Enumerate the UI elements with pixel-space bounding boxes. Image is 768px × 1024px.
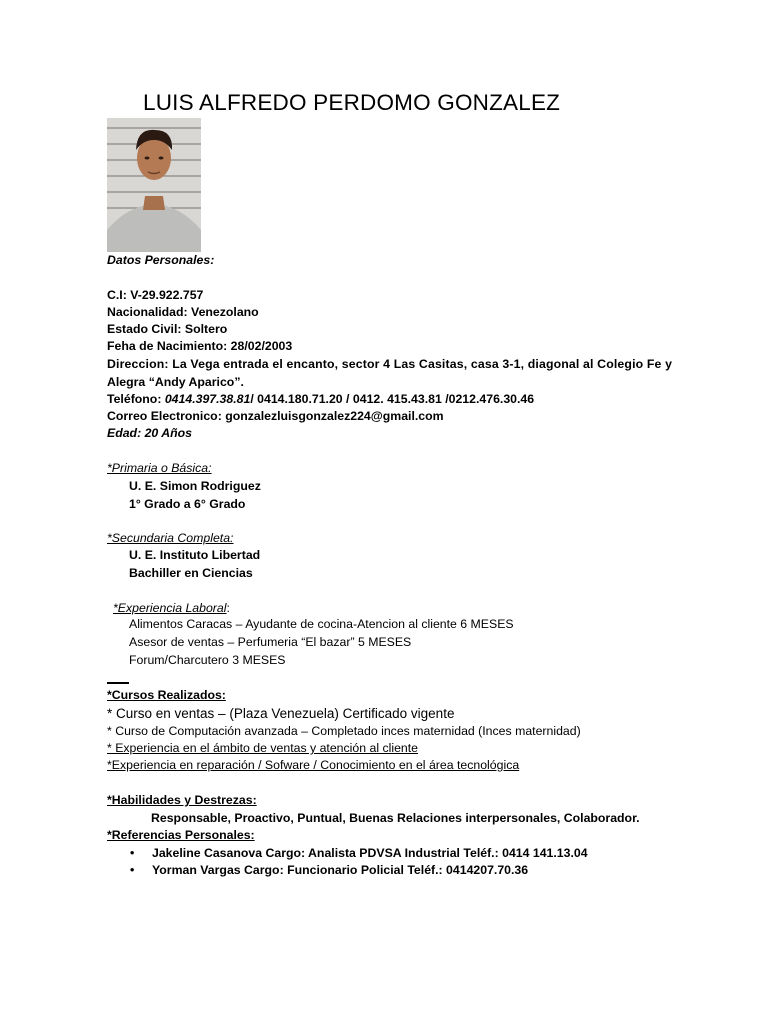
- secundaria-heading: *Secundaria Completa:: [107, 531, 234, 545]
- experiencia-item: Alimentos Caracas – Ayudante de cocina-Atencion al cliente 6 MESES: [129, 617, 514, 631]
- telefono-label: Teléfono:: [107, 392, 165, 406]
- estado-civil-line: Estado Civil: Soltero: [107, 322, 228, 336]
- primaria-grades: 1° Grado a 6° Grado: [129, 497, 246, 511]
- referencia-item: [130, 845, 588, 862]
- experiencia-heading: *Experiencia Laboral: [113, 601, 227, 615]
- direccion-line-2: Alegra “Andy Aparico”.: [107, 375, 244, 389]
- fecha-nacimiento-line: Feha de Nacimiento: 28/02/2003: [107, 339, 293, 353]
- referencias-heading: *Referencias Personales:: [107, 828, 255, 842]
- ci-line: [107, 287, 203, 304]
- curso-item: * Curso en ventas – (Plaza Venezuela) Certificado vigente: [107, 706, 455, 721]
- ci-label: C.I:: [107, 288, 131, 302]
- curso-item: * Experiencia en el ámbito de ventas y atención al cliente: [107, 741, 419, 755]
- curso-item: * Curso de Computación avanzada – Completado inces maternidad (Inces maternidad): [107, 724, 581, 738]
- referencia-text: Yorman Vargas Cargo: Funcionario Policial Teléf.: 0414207.70.36: [152, 863, 529, 877]
- ci-value: V-29.922.757: [130, 288, 204, 302]
- datos-personales-heading: Datos Personales:: [107, 253, 215, 267]
- direccion-line-1: Direccion: La Vega entrada el encanto, sector 4 Las Casitas, casa 3-1, diagonal al Colegio Fe y: [107, 357, 673, 371]
- experiencia-colon: :: [226, 601, 230, 615]
- resume-name: LUIS ALFREDO PERDOMO GONZALEZ: [143, 90, 561, 115]
- primaria-school: U. E. Simon Rodriguez: [129, 479, 261, 493]
- telefono-line: [107, 391, 534, 408]
- nacionalidad-line: Nacionalidad: Venezolano: [107, 305, 259, 319]
- habilidades-text: Responsable, Proactivo, Puntual, Buenas Relaciones interpersonales, Colaborador.: [151, 811, 640, 825]
- habilidades-heading: *Habilidades y Destrezas:: [107, 793, 257, 807]
- correo-line: Correo Electronico: gonzalezluisgonzalez224@gmail.com: [107, 409, 444, 423]
- section-divider: [107, 682, 129, 684]
- bullet-icon: •: [130, 863, 135, 877]
- edad-line: Edad: 20 Años: [107, 426, 192, 440]
- referencia-item: [130, 862, 528, 879]
- experiencia-item: Forum/Charcutero 3 MESES: [129, 653, 286, 667]
- bullet-icon: •: [130, 846, 135, 860]
- primaria-heading: *Primaria o Básica:: [107, 461, 212, 475]
- secundaria-degree: Bachiller en Ciencias: [129, 566, 253, 580]
- portrait-photo-image: [107, 118, 201, 252]
- telefono-primary: 0414.397.38.81: [164, 392, 251, 406]
- experiencia-item: Asesor de ventas – Perfumeria “El bazar” 5 MESES: [129, 635, 412, 649]
- secundaria-school: U. E. Instituto Libertad: [129, 548, 261, 562]
- telefono-others: / 0414.180.71.20 / 0412. 415.43.81 /0212.476.30.46: [250, 392, 535, 406]
- portrait-photo: [107, 118, 201, 252]
- curso-item: *Experiencia en reparación / Sofware / Conocimiento en el área tecnológica: [107, 758, 520, 772]
- cursos-heading: *Cursos Realizados:: [107, 688, 226, 702]
- referencia-text: Jakeline Casanova Cargo: Analista PDVSA Industrial Teléf.: 0414 141.13.04: [152, 846, 588, 860]
- experiencia-heading-line: [107, 600, 230, 617]
